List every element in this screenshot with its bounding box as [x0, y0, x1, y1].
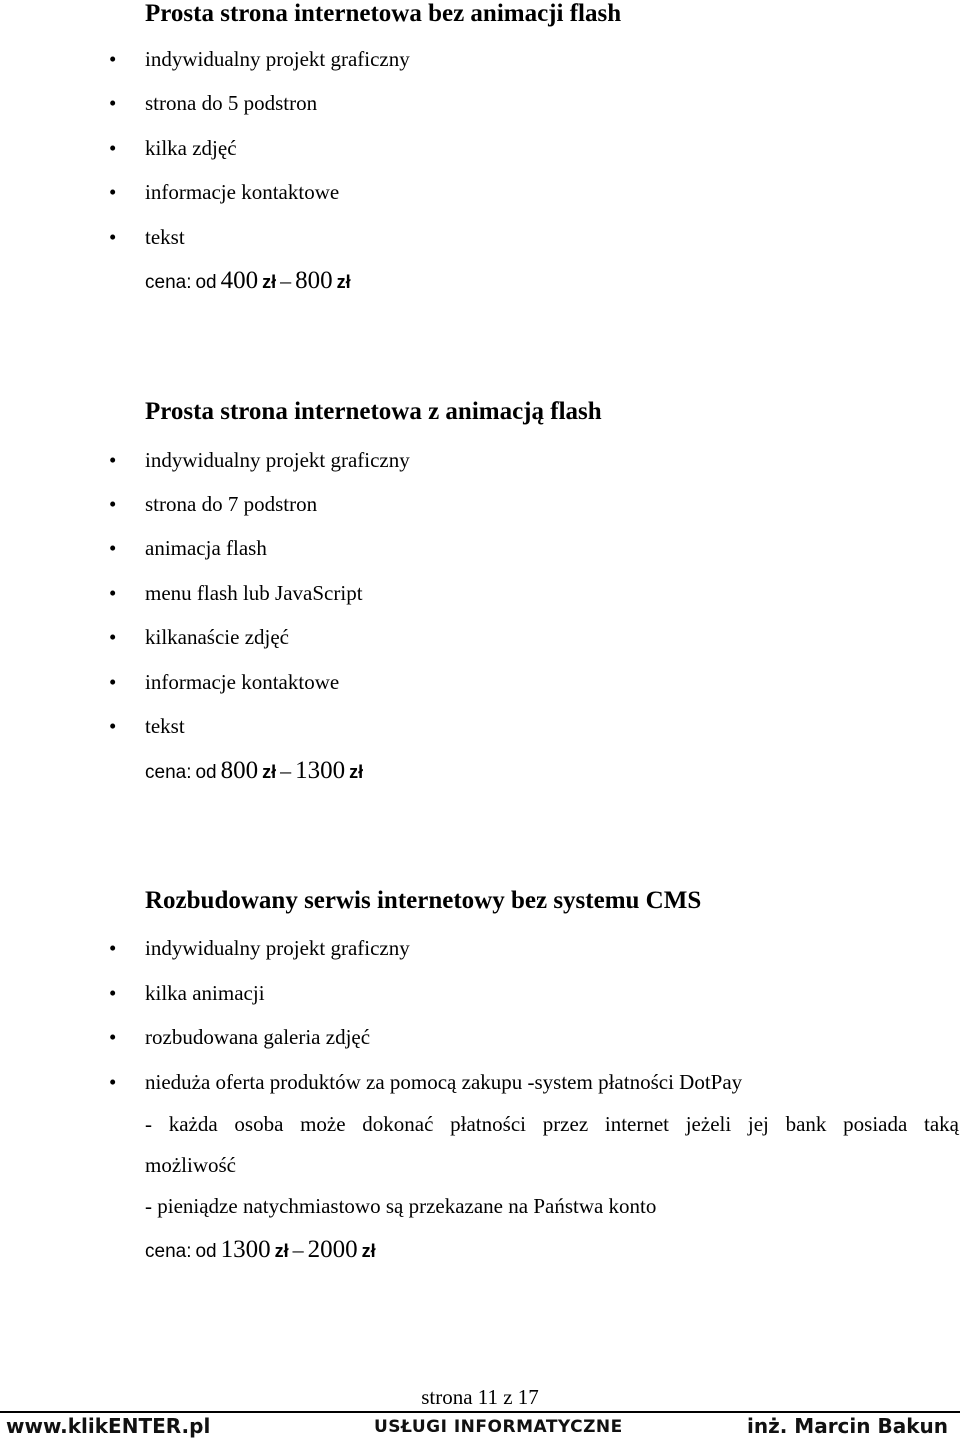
page-number: strona 11 z 17: [421, 1385, 539, 1409]
price-from: od: [195, 1241, 217, 1262]
bullet-icon: •: [109, 180, 117, 204]
price-min: 400: [220, 267, 259, 294]
bullet-icon: •: [109, 225, 117, 249]
price-max: 800: [295, 267, 333, 294]
list-item: [109, 46, 410, 72]
bullet-icon: •: [109, 536, 117, 560]
price-currency: zł: [262, 272, 277, 292]
bullet-icon: •: [109, 91, 117, 115]
price-line: [145, 756, 363, 789]
footer-author: inż. Marcin Bakun: [747, 1414, 948, 1438]
price-currency: zł: [336, 272, 351, 292]
bullet-icon: •: [109, 1070, 117, 1094]
note-line: - pieniądze natychmiastowo są przekazane na Państwa konto: [145, 1194, 657, 1218]
footer-services: USŁUGI INFORMATYCZNE: [374, 1417, 623, 1437]
bullet-icon: •: [109, 581, 117, 605]
list-item-text: kilkanaście zdjęć: [145, 625, 290, 649]
list-item: [109, 669, 340, 695]
list-item-text: tekst: [145, 225, 185, 249]
list-item-text: indywidualny projekt graficzny: [145, 448, 410, 472]
list-item: [109, 1024, 371, 1050]
section-title: Rozbudowany serwis internetowy bez systemu CMS: [145, 887, 702, 914]
list-item: [109, 224, 185, 250]
price-label: cena:: [145, 1241, 192, 1262]
list-item-text: kilka animacji: [145, 981, 265, 1005]
price-from: od: [195, 272, 217, 293]
note-line: możliwość: [145, 1153, 236, 1177]
bullet-icon: •: [109, 492, 117, 516]
price-min: 800: [220, 757, 259, 784]
list-item: [109, 980, 265, 1006]
bullet-icon: •: [109, 47, 117, 71]
price-dash: –: [280, 268, 292, 293]
list-item: [109, 90, 318, 116]
list-item-text: kilka zdjęć: [145, 136, 237, 160]
list-item: [109, 580, 363, 606]
list-item-text: tekst: [145, 714, 185, 738]
note-line: - każda osoba może dokonać płatności przez internet jeżeli jej bank posiada taką: [145, 1112, 959, 1136]
list-item-text: animacja flash: [145, 536, 267, 560]
list-item: [109, 535, 267, 561]
list-item: [109, 447, 410, 473]
list-item-text: rozbudowana galeria zdjęć: [145, 1025, 371, 1049]
bullet-icon: •: [109, 625, 117, 649]
page-footer: [0, 1413, 960, 1440]
list-item: [109, 624, 290, 650]
list-item-text: strona do 5 podstron: [145, 91, 318, 115]
price-min: 1300: [220, 1236, 271, 1263]
list-item-text: informacje kontaktowe: [145, 180, 340, 204]
bullet-icon: •: [109, 714, 117, 738]
bullet-icon: •: [109, 981, 117, 1005]
list-item-text: indywidualny projekt graficzny: [145, 936, 410, 960]
price-dash: –: [280, 758, 292, 783]
list-item: [109, 135, 237, 161]
list-item: [109, 179, 340, 205]
price-line: [145, 1235, 376, 1268]
list-item-text: menu flash lub JavaScript: [145, 581, 363, 605]
price-line: [145, 266, 351, 299]
list-item: [109, 713, 185, 739]
price-dash: –: [292, 1237, 304, 1262]
list-item: [109, 1069, 743, 1095]
list-item-text: nieduża oferta produktów za pomocą zakupu -system płatności DotPay: [145, 1070, 743, 1094]
price-max: 2000: [307, 1236, 358, 1263]
price-label: cena:: [145, 762, 192, 783]
list-item: [109, 935, 410, 961]
section-title: Prosta strona internetowa bez animacji flash: [145, 0, 622, 27]
bullet-icon: •: [109, 670, 117, 694]
section-title: Prosta strona internetowa z animacją flash: [145, 398, 602, 425]
bullet-icon: •: [109, 936, 117, 960]
list-item: [109, 491, 318, 517]
price-max: 1300: [295, 757, 346, 784]
price-label: cena:: [145, 272, 192, 293]
bullet-icon: •: [109, 1025, 117, 1049]
price-currency: zł: [361, 1241, 376, 1261]
price-currency: zł: [349, 762, 364, 782]
bullet-icon: •: [109, 136, 117, 160]
price-from: od: [195, 762, 217, 783]
list-item-text: indywidualny projekt graficzny: [145, 47, 410, 71]
footer-website: www.klikENTER.pl: [6, 1414, 211, 1438]
bullet-icon: •: [109, 448, 117, 472]
price-currency: zł: [274, 1241, 289, 1261]
price-currency: zł: [262, 762, 277, 782]
list-item-text: strona do 7 podstron: [145, 492, 318, 516]
list-item-text: informacje kontaktowe: [145, 670, 340, 694]
